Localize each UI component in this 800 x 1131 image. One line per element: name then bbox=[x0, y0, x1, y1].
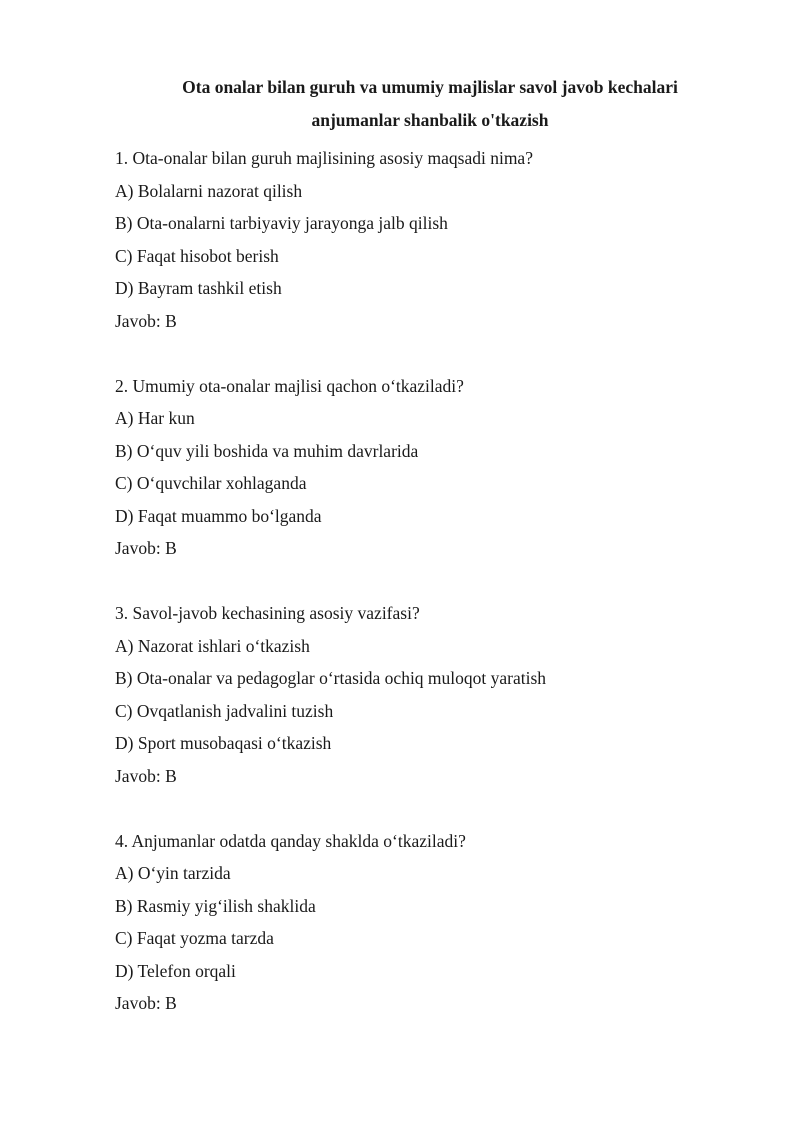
answer-option: B) Ota-onalar va pedagoglar o‘rtasida ochiq muloqot yaratish bbox=[115, 668, 547, 688]
document-title-line-2: anjumanlar shanbalik o'tkazish bbox=[311, 110, 549, 130]
question-block bbox=[115, 825, 755, 1020]
answer-option: B) O‘quv yili boshida va muhim davrlarida bbox=[115, 440, 419, 461]
answer-option: C) Faqat yozma tarzda bbox=[115, 928, 274, 948]
answer-option: C) Faqat hisobot berish bbox=[115, 245, 279, 266]
question-text: 1. Ota-onalar bilan guruh majlisining asosiy maqsadi nima? bbox=[115, 148, 533, 168]
question-text: 4. Anjumanlar odatda qanday shaklda o‘tkaziladi? bbox=[115, 830, 466, 851]
correct-answer: Javob: B bbox=[115, 310, 177, 331]
answer-option: C) O‘quvchilar xohlaganda bbox=[115, 473, 307, 493]
correct-answer: Javob: B bbox=[115, 993, 177, 1013]
questions-list bbox=[115, 142, 755, 1052]
document-title-line-1: Ota onalar bilan guruh va umumiy majlislar savol javob kechalari bbox=[182, 77, 678, 97]
answer-option: D) Bayram tashkil etish bbox=[115, 278, 282, 298]
question-block bbox=[115, 597, 755, 792]
correct-answer: Javob: B bbox=[115, 765, 177, 786]
answer-option: A) Har kun bbox=[115, 408, 195, 428]
correct-answer: Javob: B bbox=[115, 538, 177, 558]
answer-option: A) O‘yin tarzida bbox=[115, 863, 231, 883]
answer-option: A) Nazorat ishlari o‘tkazish bbox=[115, 635, 310, 656]
answer-option: D) Sport musobaqasi o‘tkazish bbox=[115, 733, 332, 753]
answer-option: D) Faqat muammo bo‘lganda bbox=[115, 505, 322, 526]
answer-option: B) Rasmiy yig‘ilish shaklida bbox=[115, 895, 316, 916]
question-block bbox=[115, 370, 755, 565]
answer-option: A) Bolalarni nazorat qilish bbox=[115, 180, 303, 201]
answer-option: B) Ota-onalarni tarbiyaviy jarayonga jalb qilish bbox=[115, 213, 448, 233]
answer-option: D) Telefon orqali bbox=[115, 960, 236, 981]
question-block bbox=[115, 142, 755, 337]
question-text: 3. Savol-javob kechasining asosiy vazifasi? bbox=[115, 603, 420, 623]
answer-option: C) Ovqatlanish jadvalini tuzish bbox=[115, 700, 334, 721]
question-text: 2. Umumiy ota-onalar majlisi qachon o‘tkaziladi? bbox=[115, 375, 464, 396]
